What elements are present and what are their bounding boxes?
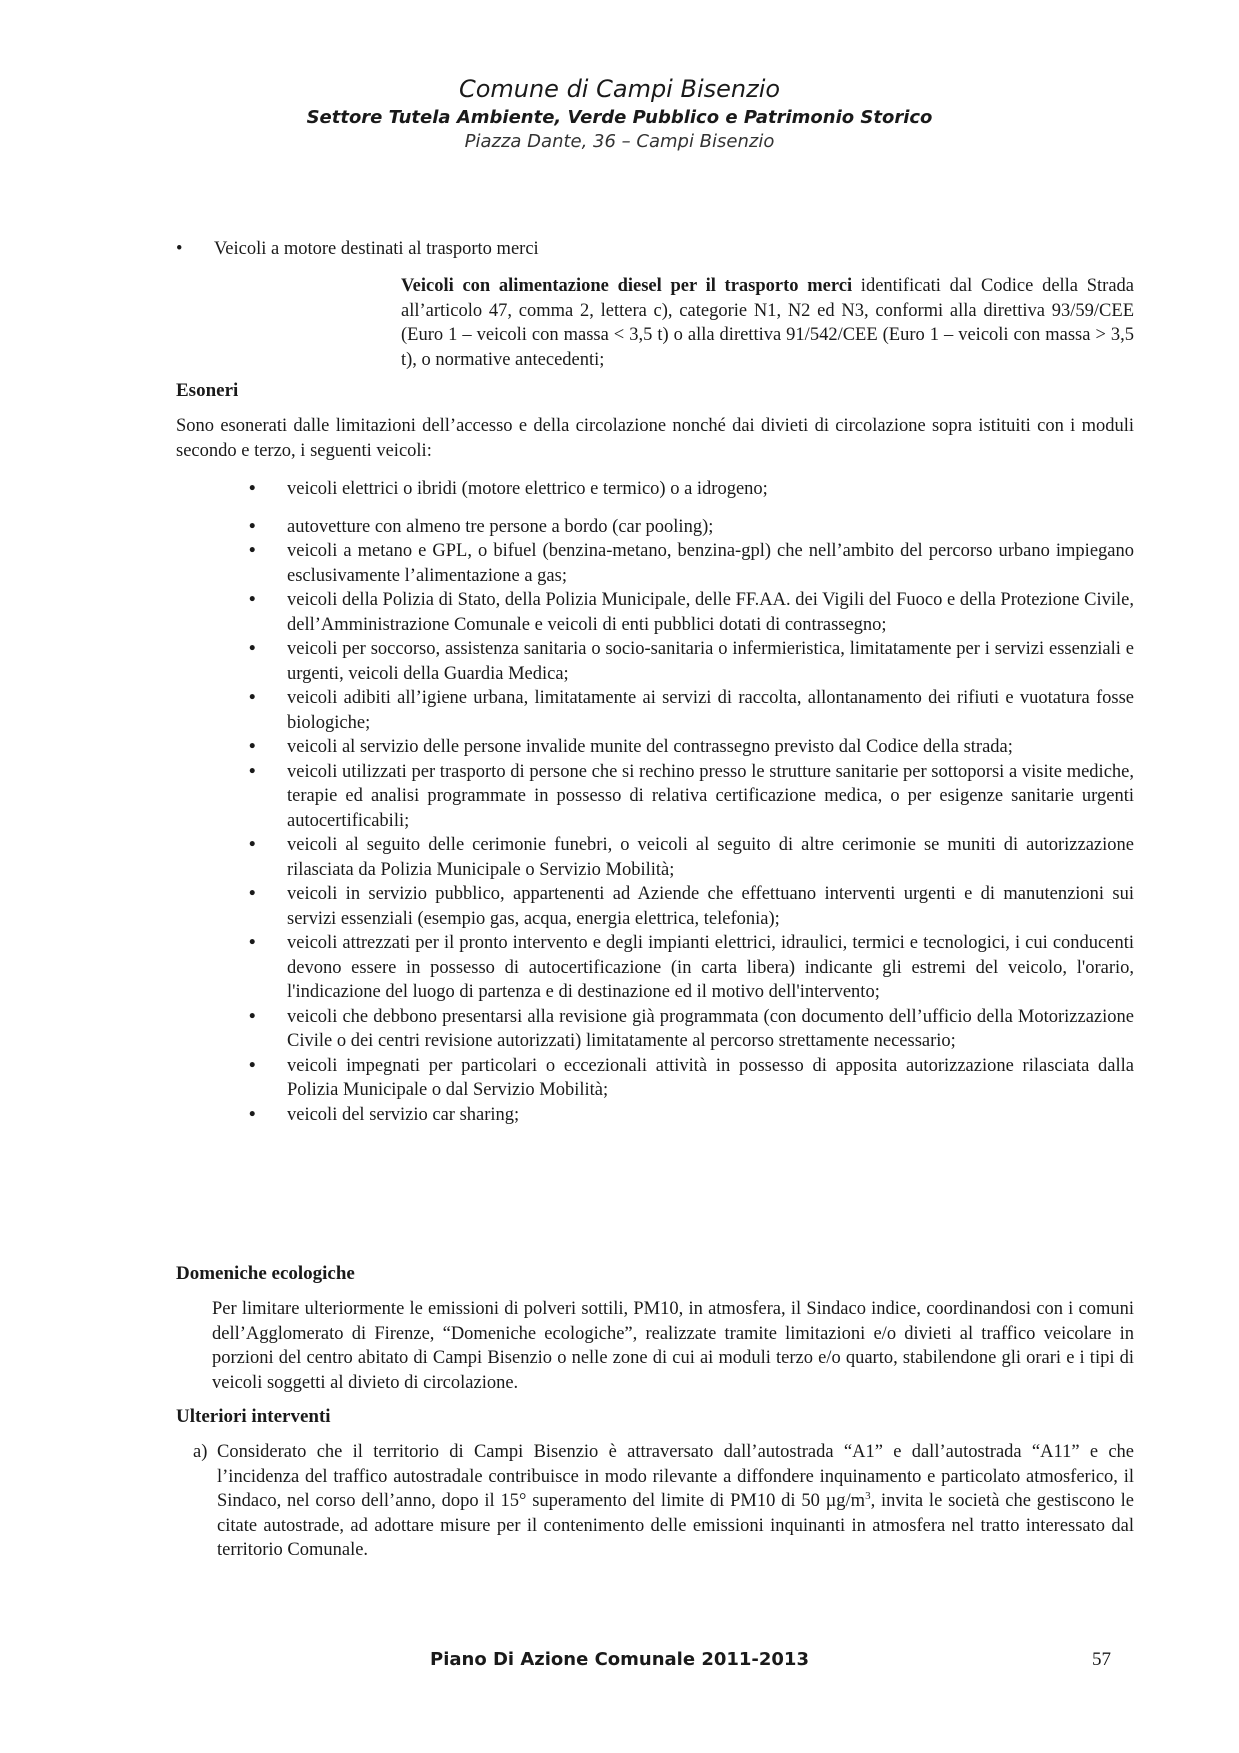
list-item: • veicoli a metano e GPL, o bifuel (benzina-metano, benzina-gpl) che nell’ambito del percorso urbano impiegano esclusivamente l’alimentazione a gas; [287, 539, 1134, 588]
list-item: • veicoli in servizio pubblico, appartenenti ad Aziende che effettuano interventi urgenti e di manutenzioni sui servizi essenziali (esempio gas, acqua, energia elettrica, telefonia); [287, 882, 1134, 931]
page-number: 57 [1092, 1649, 1111, 1670]
list-item: • veicoli che debbono presentarsi alla revisione già programmata (con documento dell’ufficio della Motorizzazione Civile o dei centri revisione autorizzati) limitatamente al percorso strettamente necessario; [287, 1005, 1134, 1054]
list-item: • veicoli del servizio car sharing; [287, 1103, 1134, 1128]
list-item: • veicoli della Polizia di Stato, della Polizia Municipale, delle FF.AA. dei Vigili del Fuoco e della Protezione Civile, dell’Amministrazione Comunale e veicoli di enti pubblici dotati di contrassegno; [287, 588, 1134, 637]
item-a-text-end: , invita le società che gestiscono le citate autostrade, ad adottare misure per il contenimento delle emissioni inquinanti in atmosfera nel tratto interessato dal territorio Comunale. [217, 1491, 1134, 1560]
department-address: Piazza Dante, 36 – Campi Bisenzio [464, 131, 775, 152]
list-item: • veicoli per soccorso, assistenza sanitaria o socio-sanitaria o infermieristica, limitatamente per i servizi essenziali e urgenti, veicoli della Guardia Medica; [287, 637, 1134, 686]
list-item: • veicoli elettrici o ibridi (motore elettrico e termico) o a idrogeno; [287, 477, 1134, 502]
domeniche-heading: Domeniche ecologiche [176, 1263, 355, 1284]
page-header [0, 74, 1239, 154]
department-name: Settore Tutela Ambiente, Verde Pubblico e Patrimonio Storico [306, 107, 933, 128]
diesel-vehicles-bold: Veicoli con alimentazione diesel per il trasporto merci [401, 276, 853, 296]
item-a-superscript: 3 [865, 1489, 871, 1502]
domeniche-paragraph: Per limitare ulteriormente le emissioni di polveri sottili, PM10, in atmosfera, il Sindaco indice, coordinandosi con i comuni dell’Agglomerato di Firenze, “Domeniche ecologiche”, realizzate tramite limitazioni e/o divieti al traffico veicolare in porzioni del centro abitato di Campi Bisenzio o nelle zone di cui ai moduli terzo e/o quarto, stabilendone gli orari e i tipi di veicoli soggetti al divieto di circolazione. [212, 1299, 1134, 1393]
bullet-icon: • [176, 239, 183, 259]
item-a-text-main: Considerato che il territorio di Campi Bisenzio è attraversato dall’autostrada “A1” e dall’autostrada “A11” e che l’incidenza del traffico autostradale contribuisce in modo rilevante a diffondere inquinamento e particolato atmosferico, il Sindaco, nel corso dell’anno, dopo il 15° superamento del limite di PM10 di 50 µg/m [217, 1442, 1134, 1511]
list-item: • autovetture con almeno tre persone a bordo (car pooling); [287, 515, 1134, 540]
municipality-name: Comune di Campi Bisenzio [458, 75, 781, 103]
diesel-vehicles-paragraph [401, 274, 1134, 372]
list-item: • veicoli utilizzati per trasporto di persone che si rechino presso le strutture sanitarie per sottoporsi a visite mediche, terapie ed analisi programmate in possesso di relativa certificazione medica, o per esigenze sanitarie urgenti autocertificabili; [287, 760, 1134, 834]
list-item: • veicoli impegnati per particolari o eccezionali attività in possesso di apposita autorizzazione rilasciata dalla Polizia Municipale o dal Servizio Mobilità; [287, 1054, 1134, 1103]
footer-title: Piano Di Azione Comunale 2011-2013 [430, 1649, 809, 1670]
list-item: • veicoli attrezzati per il pronto intervento e degli impianti elettrici, idraulici, termici e tecnologici, i cui conducenti devono essere in possesso di autocertificazione (in carta libera) indicante gli estremi del veicolo, l'orario, l'indicazione del luogo di partenza e di destinazione ed il motivo dell'intervento; [287, 931, 1134, 1005]
ulteriori-item-a [193, 1440, 1134, 1563]
item-a-text [217, 1440, 1134, 1563]
list-item: • veicoli adibiti all’igiene urbana, limitatamente ai servizi di raccolta, allontanamento dei rifiuti e vuotatura fosse biologiche; [287, 686, 1134, 735]
ulteriori-heading: Ulteriori interventi [176, 1406, 331, 1427]
esoneri-heading: Esoneri [176, 380, 239, 401]
list-item: • veicoli al servizio delle persone invalide munite del contrassegno previsto dal Codice della strada; [287, 735, 1134, 760]
vehicle-category-label: Veicoli a motore destinati al trasporto merci [214, 239, 539, 259]
esoneri-intro: Sono esonerati dalle limitazioni dell’accesso e della circolazione nonché dai divieti di circolazione sopra istituiti con i moduli secondo e terzo, i seguenti veicoli: [176, 416, 1134, 461]
list-item: • veicoli al seguito delle cerimonie funebri, o veicoli al seguito di altre cerimonie se muniti di autorizzazione rilasciata da Polizia Municipale o Servizio Mobilità; [287, 833, 1134, 882]
exemptions-list [287, 477, 1134, 1127]
diesel-vehicles-text: identificati dal Codice della Strada all’articolo 47, comma 2, lettera c), categorie N1, N2 ed N3, conformi alla direttiva 93/59/CEE (Euro 1 – veicoli con massa < 3,5 t) o alla direttiva 91/542/CEE (Euro 1 – veicoli con massa > 3,5 t), o normative antecedenti; [401, 276, 1134, 370]
item-a-label: a) [193, 1442, 208, 1462]
